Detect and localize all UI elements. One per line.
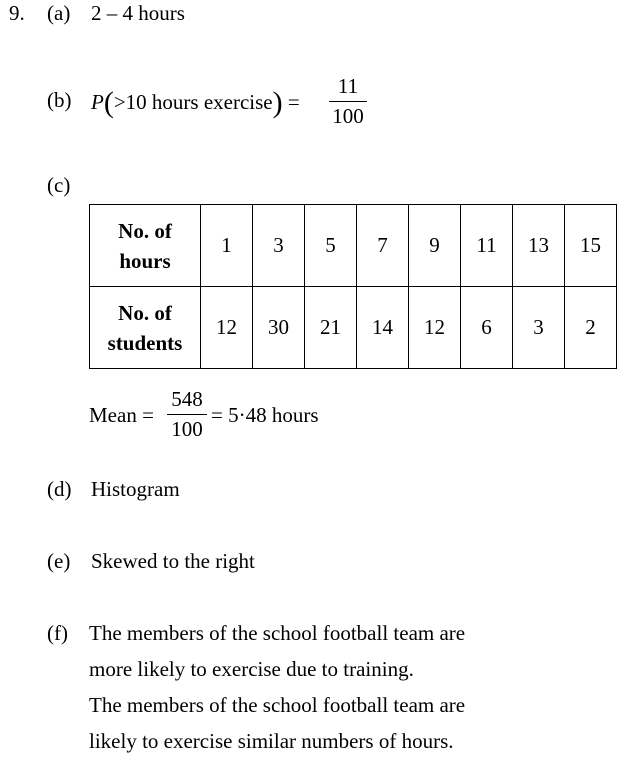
hours-cell: 7 [357,205,409,287]
part-f-line: The members of the school football team are [89,693,466,717]
probability-denominator: 100 [332,104,364,128]
mean-fraction [167,389,207,440]
hours-cell: 1 [201,205,253,287]
hours-cell: 3 [253,205,305,287]
students-cell: 3 [513,287,565,369]
students-cell: 6 [461,287,513,369]
event-text: >10 hours exercise [113,90,273,114]
close-paren: ) [272,86,283,119]
mean-numerator: 548 [171,387,203,411]
hours-cell: 15 [565,205,617,287]
part-e-label: (e) [47,549,71,573]
part-c-label: (c) [47,173,71,197]
probability-numerator: 11 [337,74,359,98]
open-paren: ( [103,86,114,119]
students-cell: 14 [357,287,409,369]
equals-sign: = [287,90,300,114]
students-cell: 12 [201,287,253,369]
part-d-answer: Histogram [91,477,180,501]
hours-cell: 5 [305,205,357,287]
part-a-label: (a) [47,1,71,25]
part-e-answer: Skewed to the right [91,549,255,573]
students-cell: 12 [409,287,461,369]
prob-symbol: P [91,90,104,114]
hours-cell: 9 [409,205,461,287]
students-header: No. of students [90,287,201,369]
students-cell: 21 [305,287,357,369]
students-cell: 30 [253,287,305,369]
probability-expression [91,85,300,119]
fraction-bar [329,101,367,102]
part-f-line: likely to exercise similar numbers of hours. [89,729,454,753]
hours-row [90,205,617,287]
part-d-label: (d) [47,477,72,501]
hours-cell: 11 [461,205,513,287]
part-f-line: more likely to exercise due to training. [89,657,414,681]
part-f-label: (f) [47,621,68,645]
part-b-label: (b) [47,88,72,112]
hours-cell: 13 [513,205,565,287]
fraction-bar [167,414,207,415]
part-a-answer: 2 – 4 hours [91,1,185,25]
part-f-line: The members of the school football team are [89,621,466,645]
hours-header: No. of hours [90,205,201,287]
mean-result: = 5·48 hours [211,403,319,427]
mean-label: Mean = [89,403,154,427]
students-cell: 2 [565,287,617,369]
probability-fraction [329,76,367,127]
students-row [90,287,617,369]
mean-denominator: 100 [171,417,203,441]
frequency-table [89,204,617,369]
question-number: 9. [9,1,25,25]
